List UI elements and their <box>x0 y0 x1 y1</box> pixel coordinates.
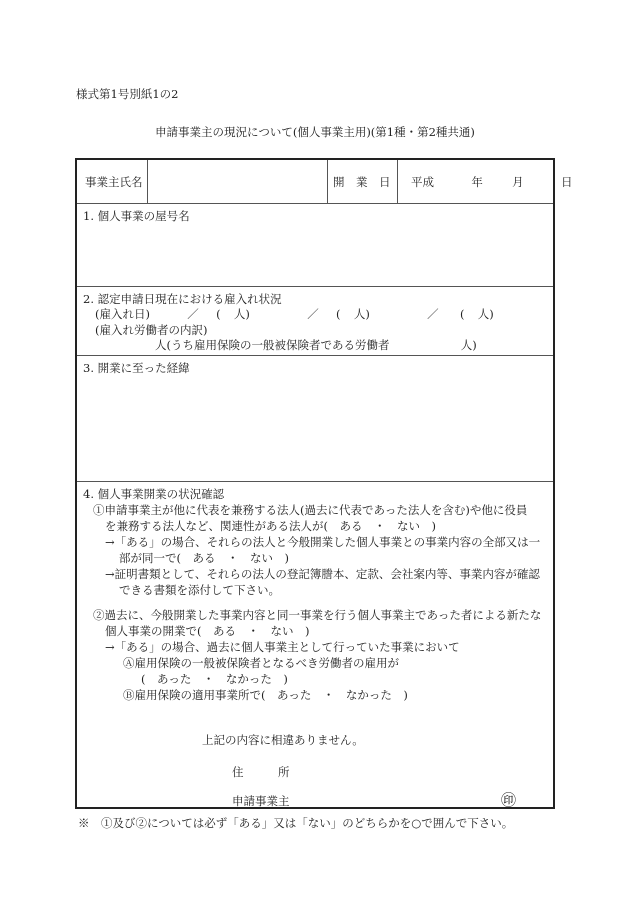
year-label: 年 <box>471 175 483 189</box>
era: 平成 <box>411 175 434 189</box>
q1-line4: 部が同一で( ある ・ ない ) <box>119 551 289 565</box>
count-unit: 人) <box>233 307 250 321</box>
q2-lineA2: ( あった ・ なかった ) <box>141 672 288 686</box>
applicant-label: 申請事業主 <box>232 794 290 808</box>
q2-lineA: Ⓐ雇用保険の一般被保険者となるべき労働者の雇用が <box>123 656 399 670</box>
q1-line5: →証明書類として、それらの法人の登記簿謄本、定款、会社案内等、事業内容が確認 <box>105 567 540 581</box>
hire-date-row <box>95 307 494 321</box>
breakdown-suffix: 人) <box>460 338 477 352</box>
trade-name-field[interactable] <box>83 226 543 282</box>
divider <box>397 160 398 203</box>
section3-heading: 3. 開業に至った経緯 <box>83 361 190 375</box>
count-open: ( <box>216 307 221 321</box>
slash: ／ <box>427 307 439 321</box>
slash: ／ <box>187 307 199 321</box>
hire-date-label: (雇入れ日) <box>95 307 150 321</box>
day-label: 日 <box>560 175 573 189</box>
q1-line6: できる書類を添付して下さい。 <box>119 583 280 597</box>
divider <box>147 160 148 203</box>
start-date-label: 開 業 日 <box>333 175 391 189</box>
owner-name-field[interactable] <box>157 175 317 189</box>
q2-line1: ②過去に、今般開業した事業内容と同一事業を行う個人事業主であった者による新たな <box>93 608 542 622</box>
divider <box>77 203 553 204</box>
start-date-field[interactable] <box>411 175 572 189</box>
slash: ／ <box>307 307 319 321</box>
breakdown-row <box>155 338 477 352</box>
count-unit: 人) <box>477 307 494 321</box>
month-label: 月 <box>512 175 524 189</box>
count-open: ( <box>459 307 465 321</box>
count-unit: 人) <box>353 307 370 321</box>
q2-lineB: Ⓑ雇用保険の適用事業所で( あった ・ なかった ) <box>123 688 408 702</box>
form-code: 様式第1号別紙1の2 <box>76 87 179 101</box>
declaration: 上記の内容に相違ありません。 <box>202 733 364 747</box>
background-field[interactable] <box>83 378 543 478</box>
section4-heading: 4. 個人事業開業の状況確認 <box>83 487 225 501</box>
form-frame <box>75 158 573 809</box>
q1-line1: ①申請事業主が他に代表を兼務する法人(過去に代表であった法人を含む)や他に役員 <box>93 503 528 517</box>
q2-line2: 個人事業の開業で( ある ・ ない ) <box>105 624 310 638</box>
address-label: 住 所 <box>232 765 290 779</box>
divider <box>77 286 553 287</box>
q1-line2: を兼務する法人など、関連性がある法人が( ある ・ ない ) <box>105 519 436 533</box>
q1-line3: →「ある」の場合、それらの法人と今般開業した個人事業との事業内容の全部又は一 <box>105 535 541 549</box>
owner-name-label: 事業主氏名 <box>85 175 143 189</box>
seal-icon: ㊞ <box>501 791 517 809</box>
q2-line3: →「ある」の場合、過去に個人事業主として行っていた事業において <box>105 640 460 654</box>
divider <box>327 160 328 203</box>
section1-heading: 1. 個人事業の屋号名 <box>83 209 190 223</box>
count-open: ( <box>336 307 341 321</box>
divider <box>77 355 553 356</box>
document-title: 申請事業主の現況について(個人事業主用)(第1種・第2種共通) <box>155 125 475 139</box>
section2-heading: 2. 認定申請日現在における雇入れ状況 <box>83 292 282 306</box>
footnote: ※ ①及び②については必ず「ある」又は「ない」のどちらかを○で囲んで下さい。 <box>78 816 514 830</box>
breakdown-prefix: 人(うち雇用保険の一般被保険者である労働者 <box>155 338 390 352</box>
breakdown-label: (雇入れ労働者の内訳) <box>95 323 208 337</box>
divider <box>77 481 553 482</box>
